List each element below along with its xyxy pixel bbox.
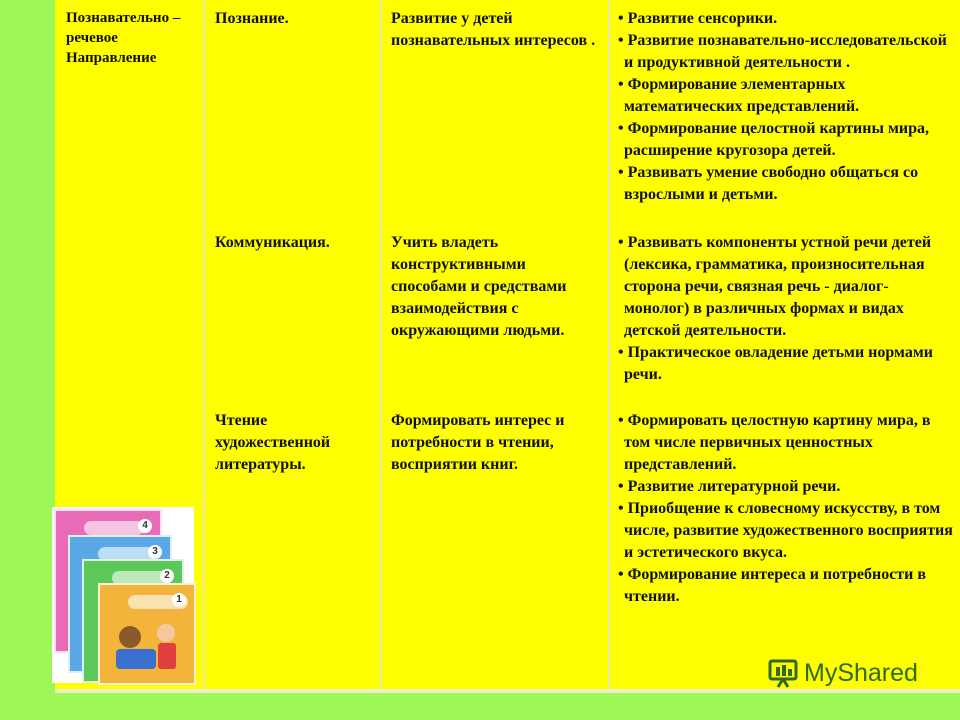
section-tasks — [618, 8, 953, 206]
section-name: Познание. — [215, 10, 289, 27]
watermark-text: MyShared — [804, 658, 918, 687]
task-item: • Формирование элементарных математических представлений. — [618, 74, 953, 118]
task-item: • Формирование интереса и потребности в чтении. — [618, 564, 953, 608]
workbook-cover: 2 — [82, 559, 184, 683]
column-divider — [608, 0, 610, 690]
task-item: • Развитие познавательно-исследовательской и продуктивной деятельности . — [618, 30, 953, 74]
task-item: • Развивать умение свободно общаться со взрослыми и детьми. — [618, 162, 953, 206]
task-item: • Формирование целостной картины мира, расширение кругозора детей. — [618, 118, 953, 162]
task-item: • Приобщение к словесному искусству, в том числе, развитие художественного восприятия и эстетического вкуса. — [618, 498, 953, 564]
column-divider — [380, 0, 382, 690]
task-item: • Развивать компоненты устной речи детей (лексика, грамматика, произносительная сторона речи, связная речь - диалог-монолог) в различных формах и видах детской деятельности. — [618, 232, 953, 342]
workbooks-image — [52, 507, 194, 683]
section-name: Чтение художественной литературы. — [215, 412, 331, 473]
section-tasks — [618, 232, 953, 386]
workbook-cover: 1 — [98, 583, 196, 685]
column-divider — [203, 0, 205, 690]
section-goal: Учить владеть конструктивными способами и средствами взаимодействия с окружающими людьми. — [391, 234, 567, 339]
section-name: Коммуникация. — [215, 234, 330, 251]
myshared-watermark — [768, 657, 918, 689]
task-item: • Практическое овладение детьми нормами речи. — [618, 342, 953, 386]
section-goal: Развитие у детей познавательных интересов . — [391, 10, 596, 49]
children-illustration-icon — [100, 615, 190, 675]
task-item: • Формировать целостную картину мира, в том числе первичных ценностных представлений. — [618, 410, 953, 476]
workbook-cover: 4 — [54, 509, 162, 653]
section-tasks — [618, 410, 953, 608]
table-bottom-border — [55, 689, 960, 693]
task-item: • Развитие литературной речи. — [618, 476, 953, 498]
workbook-cover: 3 — [68, 535, 172, 673]
section-goal: Формировать интерес и потребности в чтении, восприятии книг. — [391, 412, 565, 473]
presentation-icon — [768, 658, 798, 688]
task-item: • Развитие сенсорики. — [618, 8, 953, 30]
area-cell: Познавательно – речевое Направление — [66, 10, 181, 66]
